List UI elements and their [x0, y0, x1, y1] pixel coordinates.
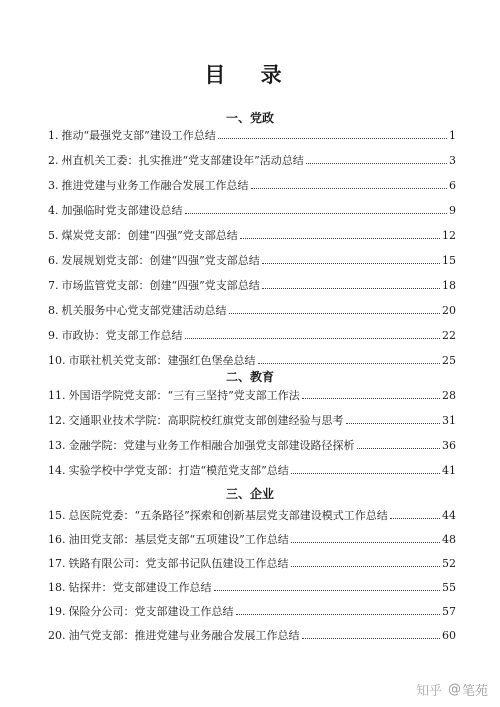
toc-entry-number: 16. [48, 533, 66, 546]
toc-entry-title: 推进党建与业务工作融合发展工作总结 [61, 179, 249, 192]
toc-entry-title: 煤炭党支部：创建“四强”党支部总结 [61, 229, 238, 242]
author-handle: 笔苑 [461, 684, 488, 699]
toc-entry[interactable] [48, 353, 456, 369]
toc-entry-page: 36 [442, 439, 456, 452]
toc-entry[interactable] [48, 628, 456, 644]
toc-entry-page: 12 [442, 229, 456, 242]
toc-entry-page: 1 [449, 129, 456, 142]
toc-entry-number: 1. [48, 129, 59, 142]
toc-entry[interactable] [48, 413, 456, 429]
toc-entry-number: 3. [48, 179, 59, 192]
toc-entry-title: 发展规划党支部：创建“四强”党支部总结 [61, 254, 260, 267]
toc-leader-dots [306, 163, 447, 164]
toc-entry[interactable] [48, 580, 456, 596]
toc-entry-page: 44 [442, 509, 456, 522]
toc-entry-page: 25 [442, 354, 456, 367]
toc-entry[interactable] [48, 508, 456, 524]
toc-entry-title: 金融学院：党建与业务工作相融合加强党支部建设路径探析 [68, 439, 355, 452]
toc-entry[interactable] [48, 532, 456, 548]
toc-entry-number: 2. [48, 154, 59, 167]
toc-leader-dots [302, 398, 440, 399]
toc-entry-number: 13. [48, 439, 66, 452]
toc-leader-dots [390, 518, 440, 519]
toc-entry-page: 41 [442, 464, 456, 477]
toc-entry[interactable] [48, 556, 456, 572]
toc-entry-title: 市政协：党支部工作总结 [61, 329, 183, 342]
toc-entry-title: 油气党支部：推进党建与业务融合发展工作总结 [68, 629, 300, 642]
toc-entry-title: 保险分公司：党支部建设工作总结 [68, 605, 234, 618]
toc-entry-number: 14. [48, 464, 66, 477]
toc-entry-title: 油田党支部：基层党支部“五项建设”工作总结 [68, 533, 289, 546]
toc-entry-number: 11. [48, 389, 66, 402]
toc-leader-dots [291, 473, 440, 474]
toc-entry-title: 市场监管党支部：创建“四强”党支部总结 [61, 279, 260, 292]
toc-entry-number: 15. [48, 509, 66, 522]
toc-entry-title: 州直机关工委：扎实推进“党支部建设年”活动总结 [61, 154, 304, 167]
toc-entry-title: 外国语学院党支部：“三有三坚持”党支部工作法 [68, 389, 300, 402]
toc-entry-number: 20. [48, 629, 66, 642]
toc-entry-page: 6 [449, 179, 456, 192]
toc-entry[interactable] [48, 604, 456, 620]
section-heading-education: 二、教育 [225, 370, 274, 384]
toc-entry-page: 18 [442, 279, 456, 292]
toc-entry[interactable] [48, 128, 456, 144]
section-heading-enterprise: 三、企业 [225, 487, 274, 501]
toc-leader-dots [185, 213, 448, 214]
toc-entry[interactable] [48, 203, 456, 219]
toc-leader-dots [251, 188, 448, 189]
page-title: 目 录 [204, 62, 296, 87]
toc-entry-page: 60 [442, 629, 456, 642]
toc-leader-dots [357, 448, 441, 449]
toc-entry[interactable] [48, 328, 456, 344]
toc-entry[interactable] [48, 388, 456, 404]
toc-leader-dots [258, 363, 441, 364]
toc-leader-dots [218, 138, 447, 139]
toc-entry-title: 实验学校中学党支部：打造“模范党支部”总结 [68, 464, 289, 477]
toc-entry-page: 3 [449, 154, 456, 167]
toc-entry-page: 22 [442, 329, 456, 342]
toc-entry-number: 17. [48, 557, 66, 570]
zhihu-brand-text: 知乎 [415, 684, 442, 699]
toc-entry-title: 机关服务中心党支部党建活动总结 [61, 304, 227, 317]
toc-entry-page: 20 [442, 304, 456, 317]
toc-leader-dots [229, 313, 441, 314]
toc-entry[interactable] [48, 153, 456, 169]
toc-entry[interactable] [48, 178, 456, 194]
toc-entry[interactable] [48, 253, 456, 269]
toc-leader-dots [240, 238, 440, 239]
toc-entry-number: 7. [48, 279, 59, 292]
toc-entry-number: 12. [48, 414, 66, 427]
toc-entry-page: 31 [442, 414, 456, 427]
toc-entry[interactable] [48, 278, 456, 294]
toc-entry-page: 52 [442, 557, 456, 570]
at-sign: @ [447, 682, 461, 697]
section-heading-party-government: 一、党政 [225, 111, 274, 125]
toc-entry-page: 28 [442, 389, 456, 402]
toc-entry-number: 19. [48, 605, 66, 618]
toc-entry-title: 市联社机关党支部：建强红色堡垒总结 [68, 354, 256, 367]
toc-entry-page: 48 [442, 533, 456, 546]
toc-entry[interactable] [48, 463, 456, 479]
toc-leader-dots [291, 566, 441, 567]
toc-entry-title: 交通职业技术学院：高职院校红旗党支部创建经验与思考 [68, 414, 344, 427]
toc-entry-title: 铁路有限公司：党支部书记队伍建设工作总结 [68, 557, 289, 570]
toc-leader-dots [262, 288, 440, 289]
toc-leader-dots [291, 542, 440, 543]
toc-entry-number: 4. [48, 204, 59, 217]
toc-entry-number: 5. [48, 229, 59, 242]
toc-leader-dots [236, 614, 441, 615]
toc-entry-title: 加强临时党支部建设总结 [61, 204, 183, 217]
toc-entry-page: 9 [449, 204, 456, 217]
toc-entry-page: 57 [442, 605, 456, 618]
zhihu-watermark [416, 680, 488, 699]
toc-entry-title: 推动“最强党支部”建设工作总结 [61, 129, 216, 142]
toc-entry-title: 总医院党委：“五条路径”探索和创新基层党支部建设模式工作总结 [68, 509, 388, 522]
toc-entry[interactable] [48, 438, 456, 454]
toc-leader-dots [185, 338, 441, 339]
toc-entry-number: 6. [48, 254, 59, 267]
toc-entry-number: 18. [48, 581, 66, 594]
toc-entry-title: 钻探井：党支部建设工作总结 [68, 581, 212, 594]
toc-leader-dots [262, 263, 440, 264]
toc-entry[interactable] [48, 303, 456, 319]
toc-entry-number: 8. [48, 304, 59, 317]
toc-entry[interactable] [48, 228, 456, 244]
toc-entry-number: 9. [48, 329, 59, 342]
toc-entry-number: 10. [48, 354, 66, 367]
toc-leader-dots [214, 590, 441, 591]
toc-entry-page: 55 [442, 581, 456, 594]
toc-leader-dots [346, 423, 441, 424]
toc-entry-page: 15 [442, 254, 456, 267]
toc-leader-dots [302, 638, 441, 639]
